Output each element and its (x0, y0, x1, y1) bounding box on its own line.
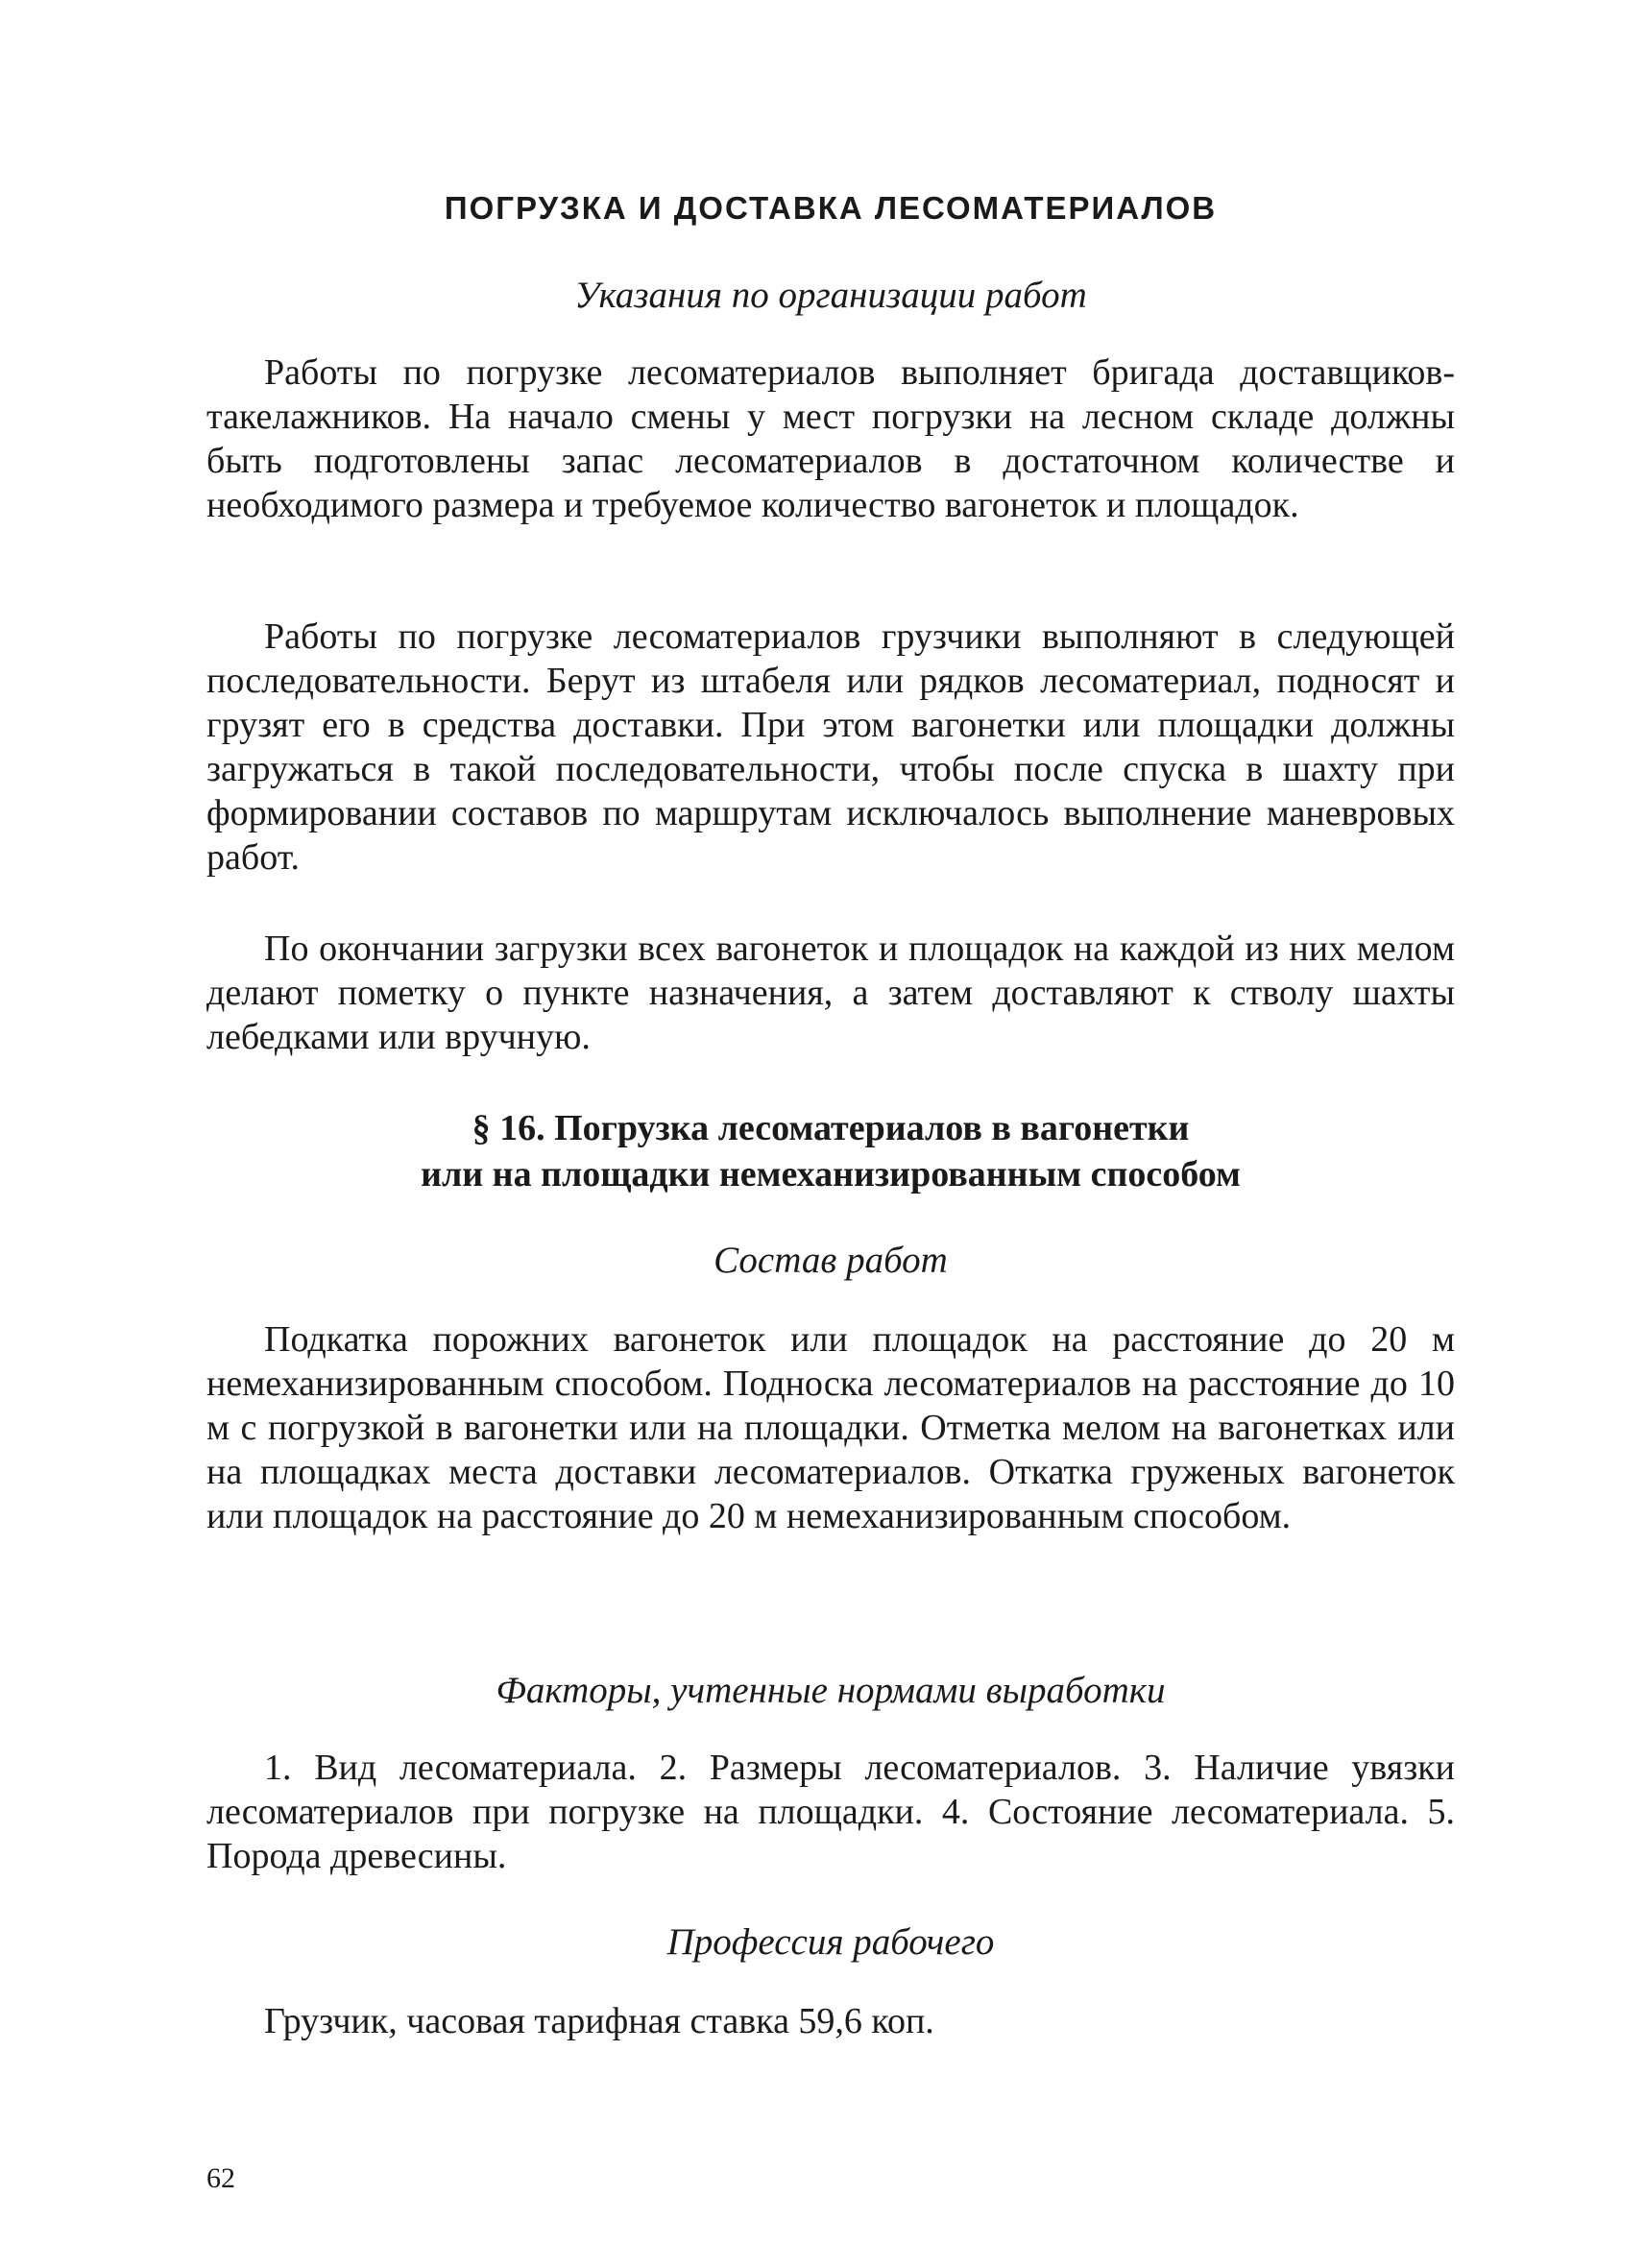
profession-subtitle: Профессия рабочего (666, 1921, 995, 1963)
profession-text: Грузчик, часовая тарифная ставка 59,6 коп. (264, 2001, 934, 2041)
factors-text: 1. Вид лесоматериала. 2. Размеры лесоматериалов. 3. Наличие увязки лесоматериалов при погрузке на площадки. 4. Состояние лесоматериала. 5. Порода древесины. (206, 1748, 1455, 1876)
composition-subtitle: Состав работ (714, 1240, 948, 1281)
section-title-line-2: или на площадки немеханизированным способом (421, 1154, 1241, 1194)
factors-subtitle: Факторы, учтенные нормами выработки (496, 1670, 1166, 1711)
composition-text: Подкатка порожних вагонеток или площадок на расстояние до 20 м немеханизированным способом. Подноска лесоматериалов на расстояние до 10 м с погрузкой в вагонетки или на площадки. Отметка мелом на вагонетках или на площадках места доставки лесоматериалов. Откатка груженых вагонеток или площадок на расстояние до 20 м немеханизированным способом. (206, 1319, 1455, 1536)
page-number: 62 (206, 2162, 235, 2194)
intro-paragraph-2: Работы по погрузке лесоматериалов грузчики выполняют в следующей последовательности. Берут из штабеля или рядков лесоматериал, подносят и грузят его в средства доставки. При этом вагонетки или площадки должны загружаться в такой последовательности, чтобы после спуска в шахту при формировании составов по маршрутам исключалось выполнение маневровых работ. (206, 616, 1455, 878)
document-page (206, 0, 1455, 2268)
intro-subtitle: Указания по организации работ (574, 275, 1087, 316)
page-heading: ПОГРУЗКА И ДОСТАВКА ЛЕСОМАТЕРИАЛОВ (444, 190, 1218, 226)
intro-paragraph-3: По окончании загрузки всех вагонеток и площадок на каждой из них мелом делают пометку о пункте назначения, а затем доставляют к стволу шахты лебедками или вручную. (206, 929, 1455, 1057)
intro-paragraph-1: Работы по погрузке лесоматериалов выполняет бригада доставщиков-такелажников. На начало смены у мест погрузки на лесном складе должны быть подготовлены запас лесоматериалов в достаточном количестве и необходимого размера и требуемое количество вагонеток и площадок. (206, 352, 1455, 525)
section-title-line-1: § 16. Погрузка лесоматериалов в вагонетки (472, 1108, 1190, 1148)
